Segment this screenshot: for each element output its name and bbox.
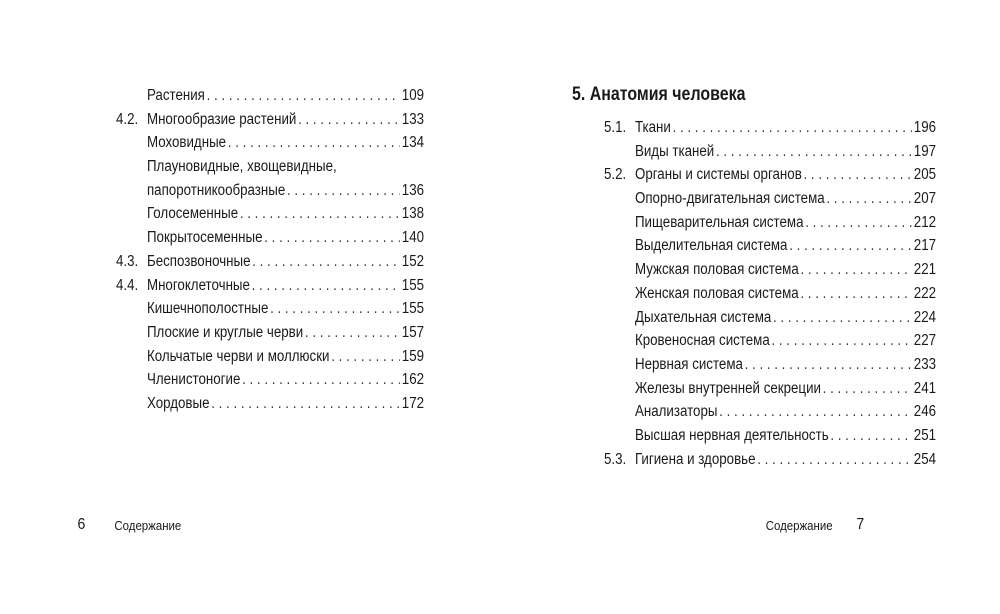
toc-entry-title: Пищеварительная система [634, 213, 804, 231]
toc-entry-page: 224 [913, 308, 937, 326]
toc-entry-title: Дыхательная система [634, 308, 772, 326]
toc-entry[interactable] [116, 179, 424, 203]
toc-entry-page: 133 [401, 110, 425, 128]
toc-entry-title: Членистоногие [146, 371, 241, 389]
toc-entry[interactable] [116, 345, 424, 369]
toc-entry-title: Многообразие растений [146, 110, 297, 128]
toc-entry[interactable] [116, 321, 424, 345]
toc-entry-title: Органы и системы органов [634, 166, 802, 184]
toc-entry-wrapped-line[interactable] [116, 155, 424, 179]
toc-entry[interactable] [116, 274, 424, 298]
toc-entry-number: 4.2. [116, 110, 139, 128]
toc-entry-title: Моховидные [146, 134, 227, 152]
running-head: Содержание [114, 518, 182, 533]
toc-entry-title: Кольчатые черви и моллюски [146, 347, 330, 365]
page-number: 6 [77, 516, 86, 533]
toc-entry[interactable] [116, 226, 424, 250]
toc-entry-page: 134 [401, 134, 425, 152]
toc-entry-page: 254 [913, 450, 937, 468]
toc-entry-title: Хордовые [146, 394, 210, 412]
toc-entry[interactable] [604, 448, 936, 472]
toc-entry[interactable] [116, 202, 424, 226]
toc-entry-page: 136 [401, 181, 425, 199]
toc-entry-page: 159 [401, 347, 425, 365]
toc-entry-page: 222 [913, 284, 937, 302]
toc-entry-title: Плауновидные, хвощевидные, [146, 158, 337, 176]
toc-entry[interactable] [604, 211, 936, 235]
toc-entry-title: Высшая нервная деятельность [634, 426, 829, 444]
toc-entry-page: 233 [913, 355, 937, 373]
toc-entry-title: Анализаторы [634, 403, 718, 421]
toc-entry-title: Беспозвоночные [146, 252, 251, 270]
right-toc [604, 116, 936, 471]
toc-entry-page: 227 [913, 332, 937, 350]
toc-entry[interactable] [116, 131, 424, 155]
toc-entry[interactable] [116, 84, 424, 108]
page-number: 7 [856, 516, 865, 533]
toc-entry-title: Голосеменные [146, 205, 239, 223]
toc-entry-number: 4.4. [116, 276, 139, 294]
toc-entry-page: 155 [401, 276, 425, 294]
toc-entry-title: Мужская половая система [634, 261, 799, 279]
toc-entry[interactable] [604, 140, 936, 164]
toc-entry-title: Многоклеточные [146, 276, 250, 294]
toc-entry-page: 217 [913, 237, 937, 255]
toc-entry[interactable] [604, 187, 936, 211]
toc-entry[interactable] [604, 353, 936, 377]
toc-entry[interactable] [116, 297, 424, 321]
toc-entry-title: Растения [146, 87, 205, 104]
toc-entry[interactable] [604, 329, 936, 353]
toc-entry[interactable] [604, 234, 936, 258]
toc-entry-title: Женская половая система [634, 284, 799, 302]
toc-entry-page: 157 [401, 323, 425, 341]
toc-entry-title: Гигиена и здоровье [634, 450, 756, 468]
toc-entry-page: 196 [913, 119, 937, 136]
toc-entry-page: 162 [401, 371, 425, 389]
toc-entry-title: папоротникообразные [146, 181, 286, 199]
toc-entry-page: 152 [401, 252, 425, 270]
right-page [500, 0, 1000, 614]
left-toc [116, 84, 424, 416]
toc-entry[interactable] [604, 377, 936, 401]
toc-entry-title: Железы внутренней секреции [634, 379, 821, 397]
toc-entry-title: Нервная система [634, 355, 743, 373]
toc-entry[interactable] [116, 250, 424, 274]
toc-entry-page: 138 [401, 205, 425, 223]
toc-entry[interactable] [604, 258, 936, 282]
toc-entry[interactable] [604, 116, 936, 140]
toc-entry-page: 197 [913, 142, 937, 160]
toc-entry-page: 172 [401, 394, 425, 412]
toc-entry[interactable] [116, 392, 424, 416]
toc-entry-page: 155 [401, 300, 425, 318]
toc-entry-title: Покрытосеменные [146, 229, 263, 247]
toc-entry-title: Опорно-двигательная система [634, 190, 825, 208]
toc-entry-page: 140 [401, 229, 425, 247]
toc-entry-page: 212 [913, 213, 937, 231]
toc-entry-page: 109 [401, 87, 425, 104]
toc-entry-title: Плоские и круглые черви [146, 323, 304, 341]
toc-entry-number: 5.1. [604, 119, 627, 136]
toc-entry-title: Кровеносная система [634, 332, 770, 350]
toc-entry-page: 246 [913, 403, 937, 421]
toc-entry[interactable] [116, 368, 424, 392]
toc-entry-page: 205 [913, 166, 937, 184]
toc-entry-page: 207 [913, 190, 937, 208]
toc-entry-number: 5.3. [604, 450, 627, 468]
toc-entry[interactable] [604, 282, 936, 306]
toc-entry-number: 5.2. [604, 166, 627, 184]
toc-entry-page [338, 155, 340, 179]
running-head: Содержание [765, 518, 833, 533]
toc-entry-title: Ткани [634, 119, 671, 136]
toc-entry-page: 241 [913, 379, 937, 397]
toc-entry[interactable] [116, 108, 424, 132]
toc-entry-number: 4.3. [116, 252, 139, 270]
toc-entry-title: Виды тканей [634, 142, 715, 160]
chapter-heading[interactable]: 5. Анатомия человека [572, 84, 746, 105]
toc-entry-page: 221 [913, 261, 937, 279]
toc-entry[interactable] [604, 400, 936, 424]
toc-entry[interactable] [604, 163, 936, 187]
toc-entry-title: Выделительная система [634, 237, 788, 255]
toc-entry[interactable] [604, 306, 936, 330]
toc-entry-page: 251 [913, 426, 937, 444]
toc-entry-title: Кишечнополостные [146, 300, 269, 318]
toc-entry[interactable] [604, 424, 936, 448]
